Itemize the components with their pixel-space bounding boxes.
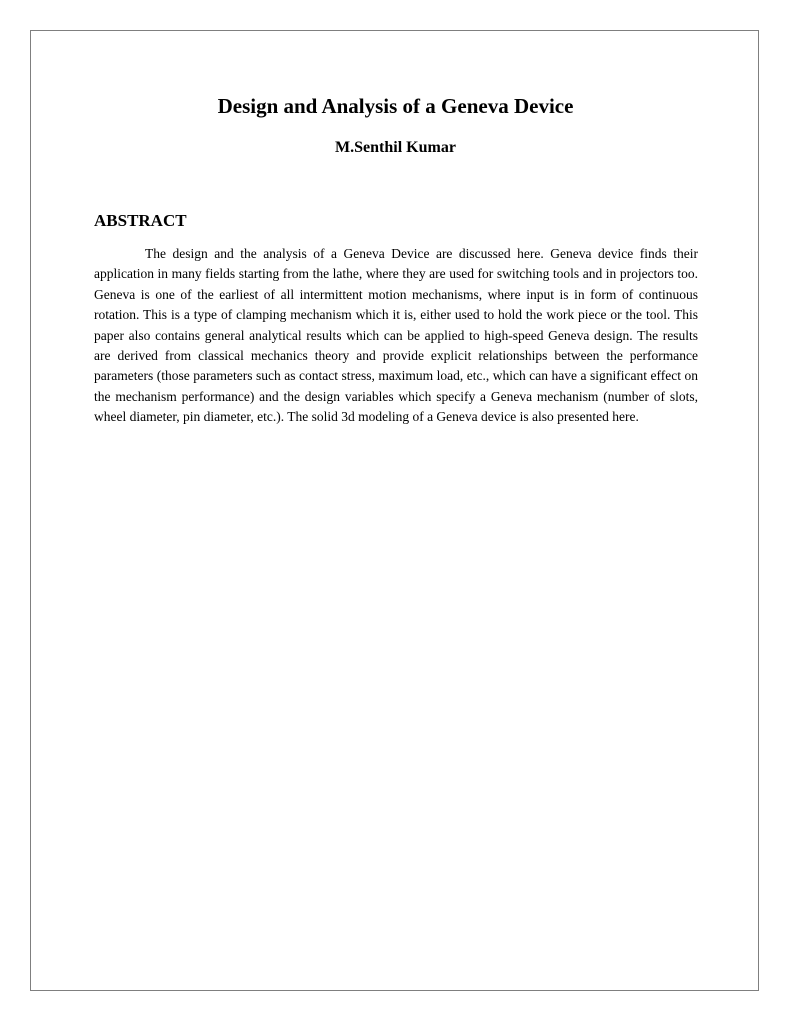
abstract-heading: ABSTRACT <box>94 211 187 230</box>
paper-title: Design and Analysis of a Geneva Device <box>217 94 574 118</box>
page-border <box>30 30 759 991</box>
author-name: M.Senthil Kumar <box>335 139 456 156</box>
abstract-text: The design and the analysis of a Geneva Device are discussed here. Geneva device finds their application in many fields starting from the lathe, where they are used for switching tools and in projectors too. Geneva is one of the earliest of all intermittent motion mechanisms, where input is in form of continuous rotation. This is a type of clamping mechanism which it is, either used to hold the work piece or the tool. This paper also contains general analytical results which can be applied to high-speed Geneva design. The results are derived from classical mechanics theory and provide explicit relationships between the performance parameters (those parameters such as contact stress, maximum load, etc., which can have a significant effect on the mechanism performance) and the design variables which specify a Geneva mechanism (number of slots, wheel diameter, pin diameter, etc.). The solid 3d modeling of a Geneva device is also presented here. <box>94 246 698 425</box>
